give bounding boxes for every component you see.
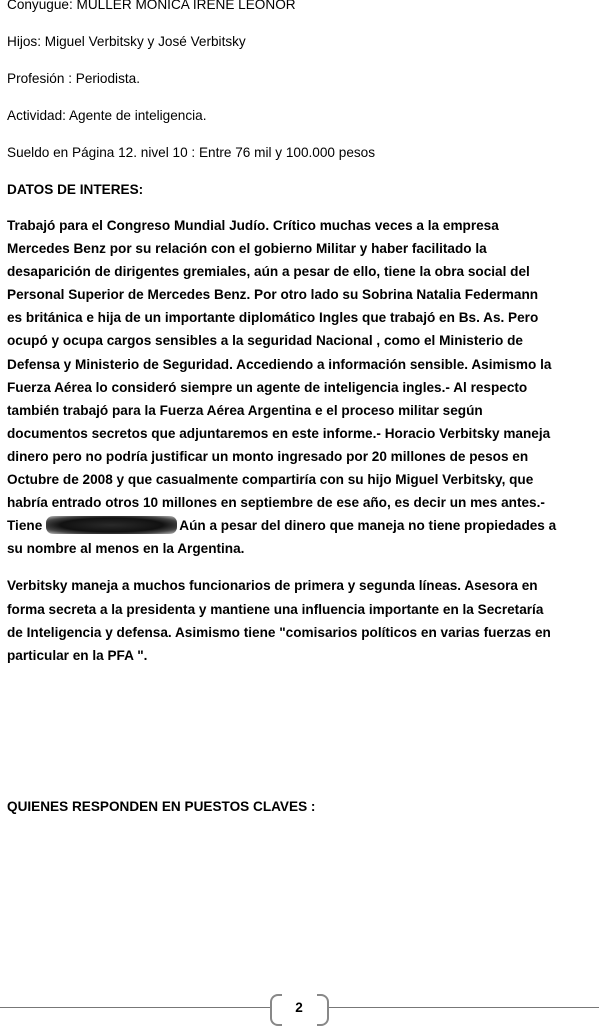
redaction-blot	[46, 516, 177, 534]
paragraph-line: desaparición de dirigentes gremiales, aún a pesar de ello, tiene la obra social del	[7, 264, 530, 280]
paragraph-line: es británica e hija de un importante diplomático Ingles que trabajó en Bs. As. Pero	[7, 310, 539, 326]
page-number: 2	[295, 1000, 303, 1015]
profession-line: Profesión : Periodista.	[7, 71, 140, 86]
paragraph-line: Defensa y Ministerio de Seguridad. Accediendo a información sensible. Asimismo la	[7, 356, 552, 372]
paragraph-influence	[7, 574, 595, 666]
left-brace-icon	[270, 994, 282, 1026]
paragraph-line: particular en la PFA ".	[7, 647, 148, 663]
activity-line: Actividad: Agente de inteligencia.	[7, 108, 207, 123]
section-interest-title: DATOS DE INTERES:	[7, 182, 144, 197]
document-body	[7, 0, 595, 667]
paragraph-line: Fuerza Aérea lo consideró siempre un agente de inteligencia ingles.- Al respecto	[7, 379, 528, 395]
paragraph-line: de Inteligencia y defensa. Asimismo tiene "comisarios políticos en varias fuerzas en	[7, 624, 551, 640]
children-line: Hijos: Miguel Verbitsky y José Verbitsky	[7, 34, 246, 49]
paragraph-line: ocupó y ocupa cargos sensibles a la seguridad Nacional , como el Ministerio de	[7, 333, 523, 349]
paragraph-line: Personal Superior de Mercedes Benz. Por otro lado su Sobrina Natalia Federmann	[7, 287, 539, 303]
spouse-line: Conyugue: MULLER MONICA IRENE LEONOR	[7, 0, 296, 12]
redacted-line-end: Aún a pesar del dinero que maneja no tiene propiedades a	[179, 518, 557, 534]
paragraph-line: Trabajó para el Congreso Mundial Judío. Crítico muchas veces a la empresa	[7, 218, 499, 233]
right-brace-icon	[317, 994, 329, 1026]
paragraph-line: dinero pero no podría justificar un monto ingresado por 20 millones de pesos en	[7, 448, 529, 464]
redacted-line-start: Tiene	[7, 518, 43, 534]
paragraph-line: Verbitsky maneja a muchos funcionarios de primera y segunda líneas. Asesora en	[7, 578, 538, 594]
paragraph-line: Octubre de 2008 y que casualmente compartiría con su hijo Miguel Verbitsky, que	[7, 472, 534, 488]
paragraph-line: su nombre al menos en la Argentina.	[7, 541, 245, 557]
salary-line: Sueldo en Página 12. nivel 10 : Entre 76 mil y 100.000 pesos	[7, 145, 376, 160]
paragraph-line: habría entrado otros 10 millones en septiembre de ese año, es decir un mes antes.-	[7, 495, 545, 511]
paragraph-line: Mercedes Benz por su relación con el gobierno Militar y haber facilitado la	[7, 241, 487, 257]
footer-rule-left	[0, 1007, 270, 1008]
redacted-line	[7, 514, 595, 537]
section-key-positions-title: QUIENES RESPONDEN EN PUESTOS CLAVES :	[7, 799, 316, 814]
paragraph-line: documentos secretos que adjuntaremos en este informe.- Horacio Verbitsky maneja	[7, 425, 551, 441]
paragraph-line: también trabajó para la Fuerza Aérea Argentina e el proceso militar según	[7, 402, 483, 418]
paragraph-line: forma secreta a la presidenta y mantiene una influencia importante en la Secretaría	[7, 601, 544, 617]
paragraph-interest	[7, 214, 595, 560]
footer-rule-right	[328, 1007, 599, 1008]
